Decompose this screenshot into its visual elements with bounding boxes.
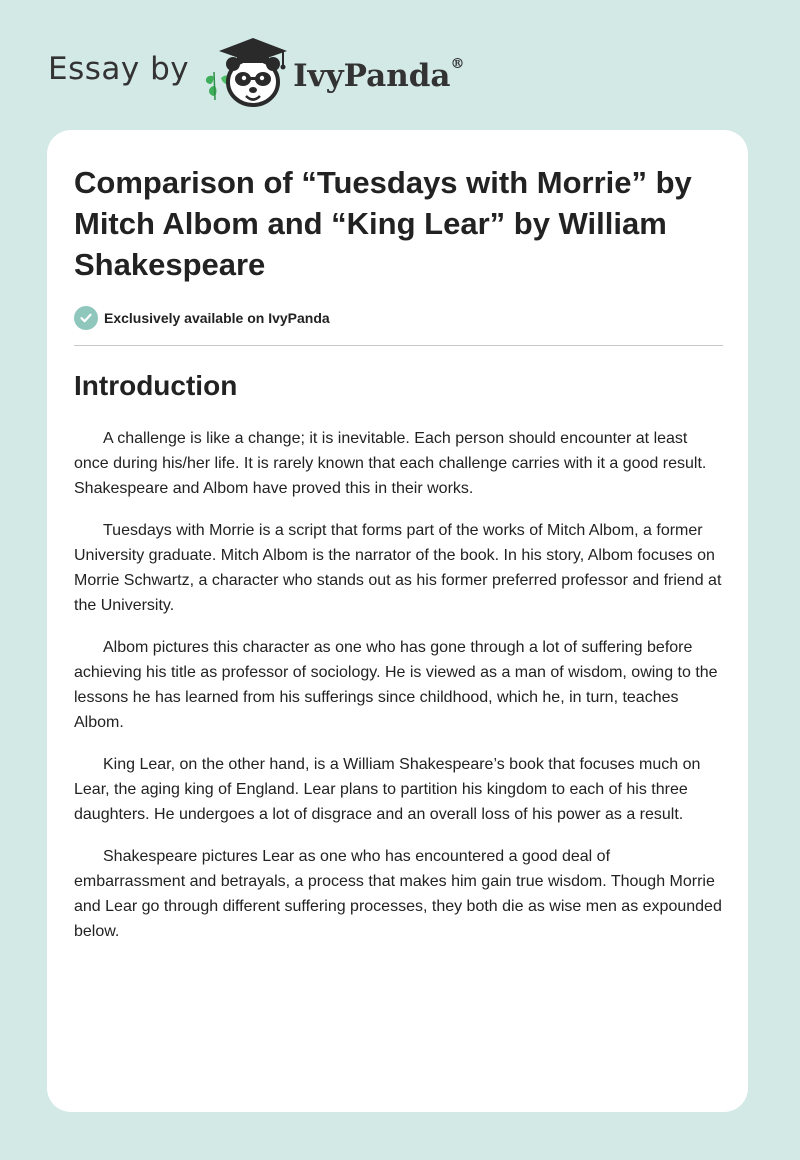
essay-title: Comparison of “Tuesdays with Morrie” by Mitch Albom and “King Lear” by William Shakespeare xyxy=(74,165,692,282)
brand-name-text: IvyPanda xyxy=(293,58,451,94)
paragraph: King Lear, on the other hand, is a William Shakespeare’s book that focuses much on Lear, the aging king of England. Lear plans to partition his kingdom to each of his three daughters. He undergoes a lot of disgrace and an overall loss of his power as a result. xyxy=(74,756,701,823)
ivy-leaf-icon xyxy=(206,72,230,100)
essay-body xyxy=(74,426,724,961)
paragraph: Albom pictures this character as one who has gone through a lot of suffering before achieving his title as professor of sociology. He is viewed as a man of wisdom, owing to the lessons he has learned from his sufferings since childhood, which he, in turn, teaches Albom. xyxy=(74,639,718,731)
section-heading: Introduction xyxy=(74,370,238,401)
brand-name[interactable] xyxy=(293,58,464,94)
essay-card xyxy=(47,130,748,1112)
site-header xyxy=(48,34,465,114)
paragraph: Shakespeare pictures Lear as one who has encountered a good deal of embarrassment and betrayals, a process that makes him gain true wisdom. Though Morrie and Lear go through different suffering processes, they both die as wise men as expounded below. xyxy=(74,848,722,940)
panda-graduate-icon xyxy=(201,34,291,114)
check-circle-icon xyxy=(74,306,98,330)
ivypanda-logo[interactable] xyxy=(201,34,291,114)
registered-mark: ® xyxy=(450,56,465,72)
essay-by-label: Essay by xyxy=(48,51,190,87)
title-divider xyxy=(74,345,723,346)
paragraph: A challenge is like a change; it is inevitable. Each person should encounter at least once during his/her life. It is rarely known that each challenge carries with it a good result. Shakespeare and Albom have proved this in their works. xyxy=(74,430,707,497)
paragraph: Tuesdays with Morrie is a script that forms part of the works of Mitch Albom, a former University graduate. Mitch Albom is the narrator of the book. In his story, Albom focuses on Morrie Schwartz, a character who stands out as his former preferred professor and friend at the University. xyxy=(74,522,722,614)
exclusive-badge xyxy=(74,306,330,330)
exclusive-badge-text: Exclusively available on IvyPanda xyxy=(104,310,330,326)
